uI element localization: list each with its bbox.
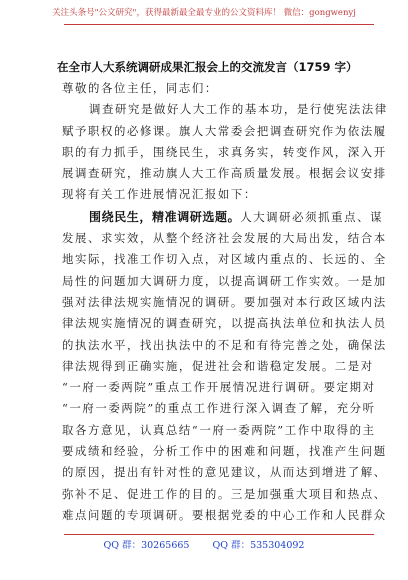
paragraph-line: 弥补不足、促进工作的目的。三是加强重大项目和热点、 (62, 486, 387, 501)
header-banner: 关注头条号"公文研究"，获得最新最全最专业的公文资料库！ 微信：gongwenyj (52, 8, 356, 18)
header-divider (64, 24, 374, 25)
paragraph-line: 强对法律法规实施情况的调研。要加强对本行政区域内法 (62, 294, 387, 309)
footer (0, 539, 408, 553)
paragraph-line: 要成绩和经验，分析工作中的困难和问题，找准产生问题 (62, 444, 387, 459)
paragraph-line: 地实际，找准工作切入点，对区域内重点的、长远的、全 (62, 252, 387, 267)
section-lead: 人大调研必须抓重点、谋 (240, 209, 384, 224)
paragraph-line: 现将有关工作进展情况汇报如下： (62, 187, 257, 202)
paragraph-line: 赋予职权的必修课。旗人大常委会把调查研究作为依法履 (62, 123, 387, 138)
footer-qq-group-1: QQ 群：30265665 (103, 540, 190, 551)
paragraph-line: 难点问题的专项调研。要根据党委的中心工作和人民群众 (62, 507, 387, 522)
paragraph-line: 律法规实施情况的调查研究，以提高执法单位和执法人员 (62, 316, 387, 331)
paragraph-line: “一府一委两院”重点工作开展情况进行调研。要定期对 (62, 380, 376, 395)
footer-qq-group-2: QQ 群：535304092 (212, 540, 305, 551)
paragraph-line: 律法规得到正确实施，促进社会和谐稳定发展。二是对 (62, 358, 374, 373)
paragraph-line: 局性的问题加大调研力度，以提高调研工作实效。一是加 (62, 273, 387, 288)
paragraph-line: “一府一委两院”的重点工作进行深入调查了解，充分听 (62, 401, 376, 416)
paragraph-line: 调查研究是做好人大工作的基本功，是行使宪法法律 (89, 102, 388, 117)
paragraph-line: 展调查研究，推动旗人大工作高质量发展。根据会议安排 (62, 166, 387, 181)
paragraph-line: 的原因，提出有针对性的意见建议，从而达到增进了解、 (62, 465, 387, 480)
document-body (57, 56, 388, 526)
paragraph-line: 的执法水平，找出执法中的不足和有待完善之处，确保法 (62, 337, 387, 352)
salutation: 尊敬的各位主任，同志们： (62, 81, 218, 95)
footer-divider (64, 534, 374, 535)
paragraph-line: 职的有力抓手，围绕民生，求真务实，转变作风，深入开 (62, 144, 387, 159)
section-first-line (62, 207, 384, 228)
paragraph-line: 发展、求实效，从整个经济社会发展的大局出发，结合本 (62, 231, 387, 246)
paragraph-line: 取各方意见，认真总结“一府一委两院”工作中取得的主 (62, 422, 376, 437)
document-title: 在全市人大系统调研成果汇报会上的交流发言（1759 字） (57, 60, 358, 74)
section-heading: 围绕民生，精准调研选题。 (89, 209, 241, 224)
